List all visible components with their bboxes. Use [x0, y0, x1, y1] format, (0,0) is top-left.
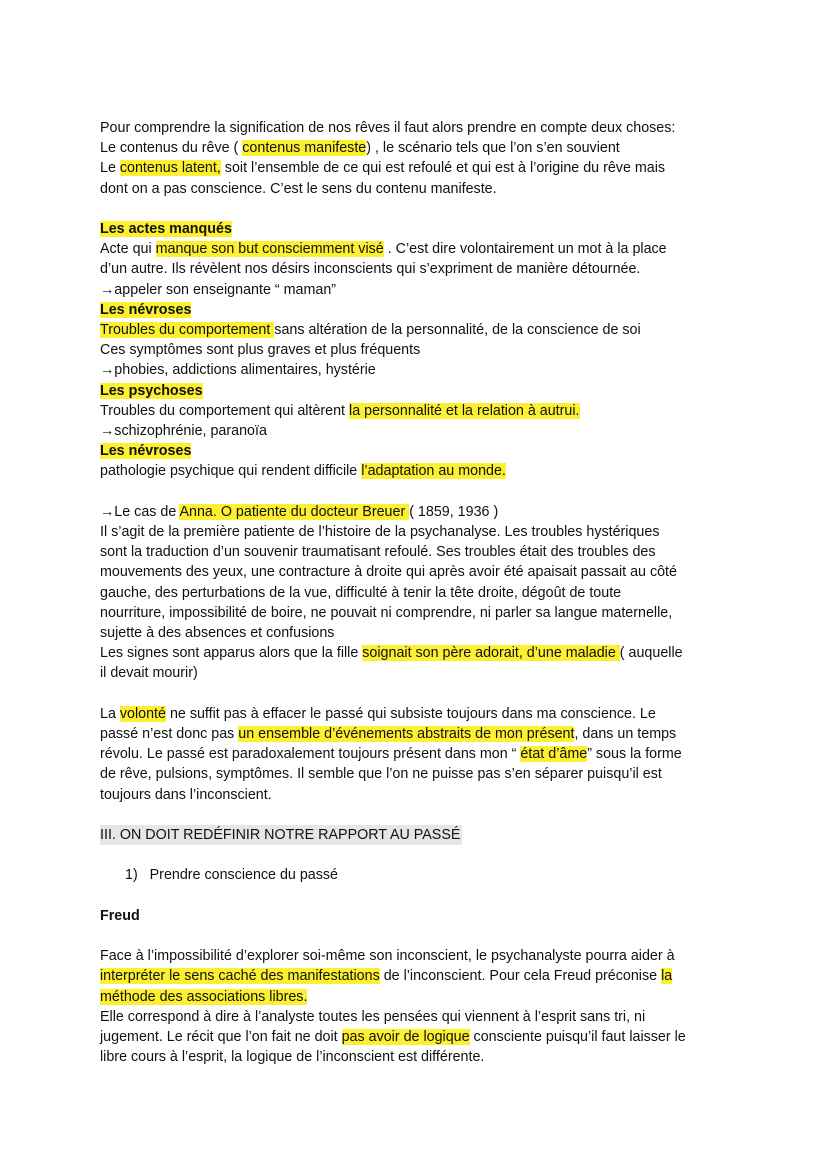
paragraph-line: Le contenus latent, soit l’ensemble de ce qui est refoulé et qui est à l’origine du rêve mais [100, 160, 666, 177]
highlight: la personnalité et la relation à autrui. [349, 402, 580, 419]
paragraph-line: Acte qui manque son but consciemment visé . C’est dire volontairement un mot à la place [100, 241, 667, 258]
heading-nevroses: Les névroses [100, 301, 192, 318]
highlight: état d’âme [520, 746, 588, 763]
highlight: Anna. O patiente du docteur Breuer [179, 503, 410, 520]
highlight: contenus manifeste [242, 140, 367, 157]
paragraph-line: Face à l’impossibilité d’explorer soi-même son inconscient, le psychanalyste pourra aider à [100, 948, 675, 965]
paragraph-line: gauche, des perturbations de la vue, difficulté à tenir la tête droite, dégoût de toute [100, 584, 622, 601]
heading-actes-manques: Les actes manqués [100, 221, 232, 237]
highlight: contenus latent, [119, 160, 221, 177]
paragraph-line: Il s’agit de la première patiente de l’histoire de la psychanalyse. Les troubles hystériques [100, 524, 660, 541]
highlight: manque son but consciemment visé [155, 241, 384, 258]
paragraph-line: Ces symptômes sont plus graves et plus fréquents [100, 342, 421, 359]
paragraph-line: jugement. Le récit que l’on fait ne doit pas avoir de logique consciente puisqu’il faut laisser le [100, 1029, 686, 1046]
heading-freud: Freud [100, 907, 140, 924]
paragraph-line: sont la traduction d’un souvenir traumatisant refoulé. Ses troubles était des troubles des [100, 544, 656, 561]
paragraph-line: Troubles du comportement qui altèrent la personnalité et la relation à autrui. [100, 402, 580, 419]
highlight: Troubles du comportement [100, 322, 275, 339]
highlight: la [661, 968, 673, 985]
paragraph-line: libre cours à l’esprit, la logique de l’inconscient est différente. [100, 1049, 485, 1066]
highlight: méthode des associations libres. [100, 988, 308, 1005]
paragraph-line: →Le cas de Anna. O patiente du docteur Breuer ( 1859, 1936 ) [100, 503, 499, 520]
paragraph-line: nourriture, impossibilité de boire, ne pouvait ni comprendre, ni parler sa langue maternelle, [100, 604, 673, 621]
paragraph-line: passé n’est donc pas un ensemble d’événements abstraits de mon présent, dans un temps [100, 726, 677, 743]
paragraph-line: toujours dans l’inconscient. [100, 786, 272, 803]
list-item: 1) Prendre conscience du passé [125, 867, 338, 884]
heading-psychoses: Les psychoses [100, 382, 203, 399]
document-body [100, 118, 740, 1067]
paragraph-line: mouvements des yeux, une contracture à droite qui après avoir été apaisait passait au côté [100, 564, 677, 581]
paragraph-line: interpréter le sens caché des manifestations de l’inconscient. Pour cela Freud préconise la [100, 968, 673, 985]
paragraph-line: dont on a pas conscience. C’est le sens du contenu manifeste. [100, 180, 497, 197]
paragraph-line: il devait mourir) [100, 665, 198, 682]
paragraph-line: Elle correspond à dire à l’analyste toutes les pensées qui viennent à l’esprit sans tri, ni [100, 1008, 646, 1025]
example-line: →phobies, addictions alimentaires, hystérie [100, 362, 376, 379]
highlight: pas avoir de logique [341, 1029, 470, 1046]
heading-nevroses-2: Les névroses [100, 443, 192, 460]
paragraph-line: Pour comprendre la signification de nos rêves il faut alors prendre en compte deux choses: [100, 120, 676, 136]
highlight: soignait son père adorait, d’une maladie [362, 645, 620, 662]
section-heading: III. ON DOIT REDÉFINIR NOTRE RAPPORT AU PASSÉ [100, 825, 740, 845]
paragraph-line: révolu. Le passé est paradoxalement toujours présent dans mon “ état d’âme” sous la forme [100, 746, 682, 763]
paragraph-line: d’un autre. Ils révèlent nos désirs inconscients qui s’expriment de manière détournée. [100, 261, 641, 278]
paragraph-line: La volonté ne suffit pas à effacer le passé qui subsiste toujours dans ma conscience. Le [100, 705, 656, 722]
example-line: →appeler son enseignante “ maman” [100, 281, 337, 298]
highlight: volonté [119, 705, 166, 722]
paragraph-line: Les signes sont apparus alors que la fille soignait son père adorait, d’une maladie ( auquelle [100, 645, 683, 662]
paragraph-line: Troubles du comportement sans altération de la personnalité, de la conscience de soi [100, 322, 641, 339]
paragraph-line [100, 987, 740, 1007]
paragraph-line: sujette à des absences et confusions [100, 625, 335, 642]
example-line: →schizophrénie, paranoïa [100, 423, 267, 440]
paragraph-line: de rêve, pulsions, symptômes. Il semble que l’on ne puisse pas s’en séparer puisqu’il est [100, 766, 662, 783]
highlight: un ensemble d’événements abstraits de mon présent [238, 726, 575, 743]
paragraph-line: Le contenus du rêve ( contenus manifeste) , le scénario tels que l’on s’en souvient [100, 140, 620, 157]
paragraph-line: pathologie psychique qui rendent difficile l’adaptation au monde. [100, 463, 506, 480]
highlight: interpréter le sens caché des manifestations [100, 968, 380, 985]
highlight: l’adaptation au monde. [361, 463, 506, 480]
